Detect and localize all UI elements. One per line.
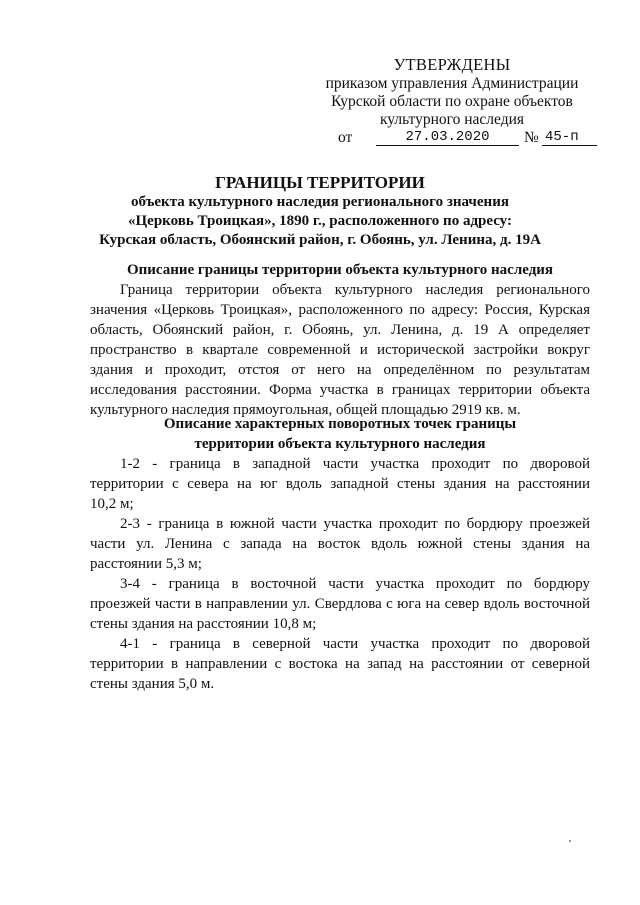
- text-line: расстоянии 5,3 м;: [90, 556, 202, 572]
- text-line: область, Обоянский район, г. Обоянь, ул. Ленина, д. 19 А определяет: [90, 322, 590, 338]
- document-subtitle-line: «Церковь Троицкая», 1890 г., расположенного по адресу:: [128, 213, 512, 229]
- text-line: стены здания 5,0 м.: [90, 676, 215, 692]
- order-reference: [338, 129, 638, 148]
- text-line: культурного наследия прямоугольная, общей площадью 2919 кв. м.: [90, 402, 521, 418]
- text-line: здания и проходит, отстоя от него на определённом по результатам: [90, 362, 590, 378]
- text-line: части ул. Ленина с запада на восток вдоль южной стены здания на: [90, 536, 590, 552]
- turning-point-item: [90, 454, 590, 514]
- turning-point-item: [90, 634, 590, 694]
- boundary-description-text: [90, 280, 590, 420]
- approval-line: Курской области по охране объектов: [331, 93, 573, 110]
- document-title-main: ГРАНИЦЫ ТЕРРИТОРИИ: [215, 173, 425, 192]
- turning-points-title-line: Описание характерных поворотных точек границы: [163, 416, 517, 432]
- order-number: 45-п: [542, 129, 597, 146]
- order-date: 27.03.2020: [376, 129, 519, 146]
- approval-line: культурного наследия: [379, 111, 525, 128]
- text-line: значения «Церковь Троицкая», расположенного по адресу: Россия, Курская: [90, 302, 590, 318]
- turning-points-section: [90, 414, 590, 694]
- approval-stamp: [322, 56, 582, 148]
- text-line: проезжей части в направлении ул. Свердлова с юга на север вдоль восточной: [90, 596, 590, 612]
- turning-point-item: [90, 574, 590, 634]
- text-line: исследования расстоянии. Форма участка в границах территории объекта: [90, 382, 590, 398]
- text-line: 10,2 м;: [90, 496, 134, 512]
- text-line: Граница территории объекта культурного наследия регионального: [120, 282, 590, 298]
- boundary-description-section: [90, 260, 590, 420]
- order-from-label: от: [338, 129, 353, 146]
- document-subtitle-line: Курская область, Обоянский район, г. Обоянь, ул. Ленина, д. 19А: [99, 232, 541, 248]
- turning-point-item: [90, 514, 590, 574]
- approval-line: приказом управления Администрации: [325, 75, 579, 92]
- text-line: территории с севера на юг вдоль западной стены здания на расстоянии: [90, 476, 590, 492]
- text-line: пространство в квартале современной и исторической застройки вокруг: [90, 342, 590, 358]
- turning-points-title-line: территории объекта культурного наследия: [194, 436, 486, 452]
- text-line: стены здания на расстоянии 10,8 м;: [90, 616, 317, 632]
- order-number-label: №: [524, 129, 539, 146]
- text-line: территории в направлении с востока на запад на расстоянии от северной: [90, 656, 590, 672]
- document-subtitle-line: объекта культурного наследия регионального значения: [131, 194, 509, 210]
- text-line: 2-3 - граница в южной части участка проходит по бордюру проезжей: [120, 516, 590, 532]
- document-title: [60, 172, 580, 250]
- text-line: 3-4 - граница в восточной части участка проходит по бордюру: [120, 576, 590, 592]
- boundary-description-title: Описание границы территории объекта культурного наследия: [126, 262, 554, 278]
- text-line: 4-1 - граница в северной части участка проходит по дворовой: [120, 636, 590, 652]
- scan-speck: [569, 840, 571, 842]
- approval-title: УТВЕРЖДЕНЫ: [393, 55, 511, 74]
- text-line: 1-2 - граница в западной части участка проходит по дворовой: [120, 456, 590, 472]
